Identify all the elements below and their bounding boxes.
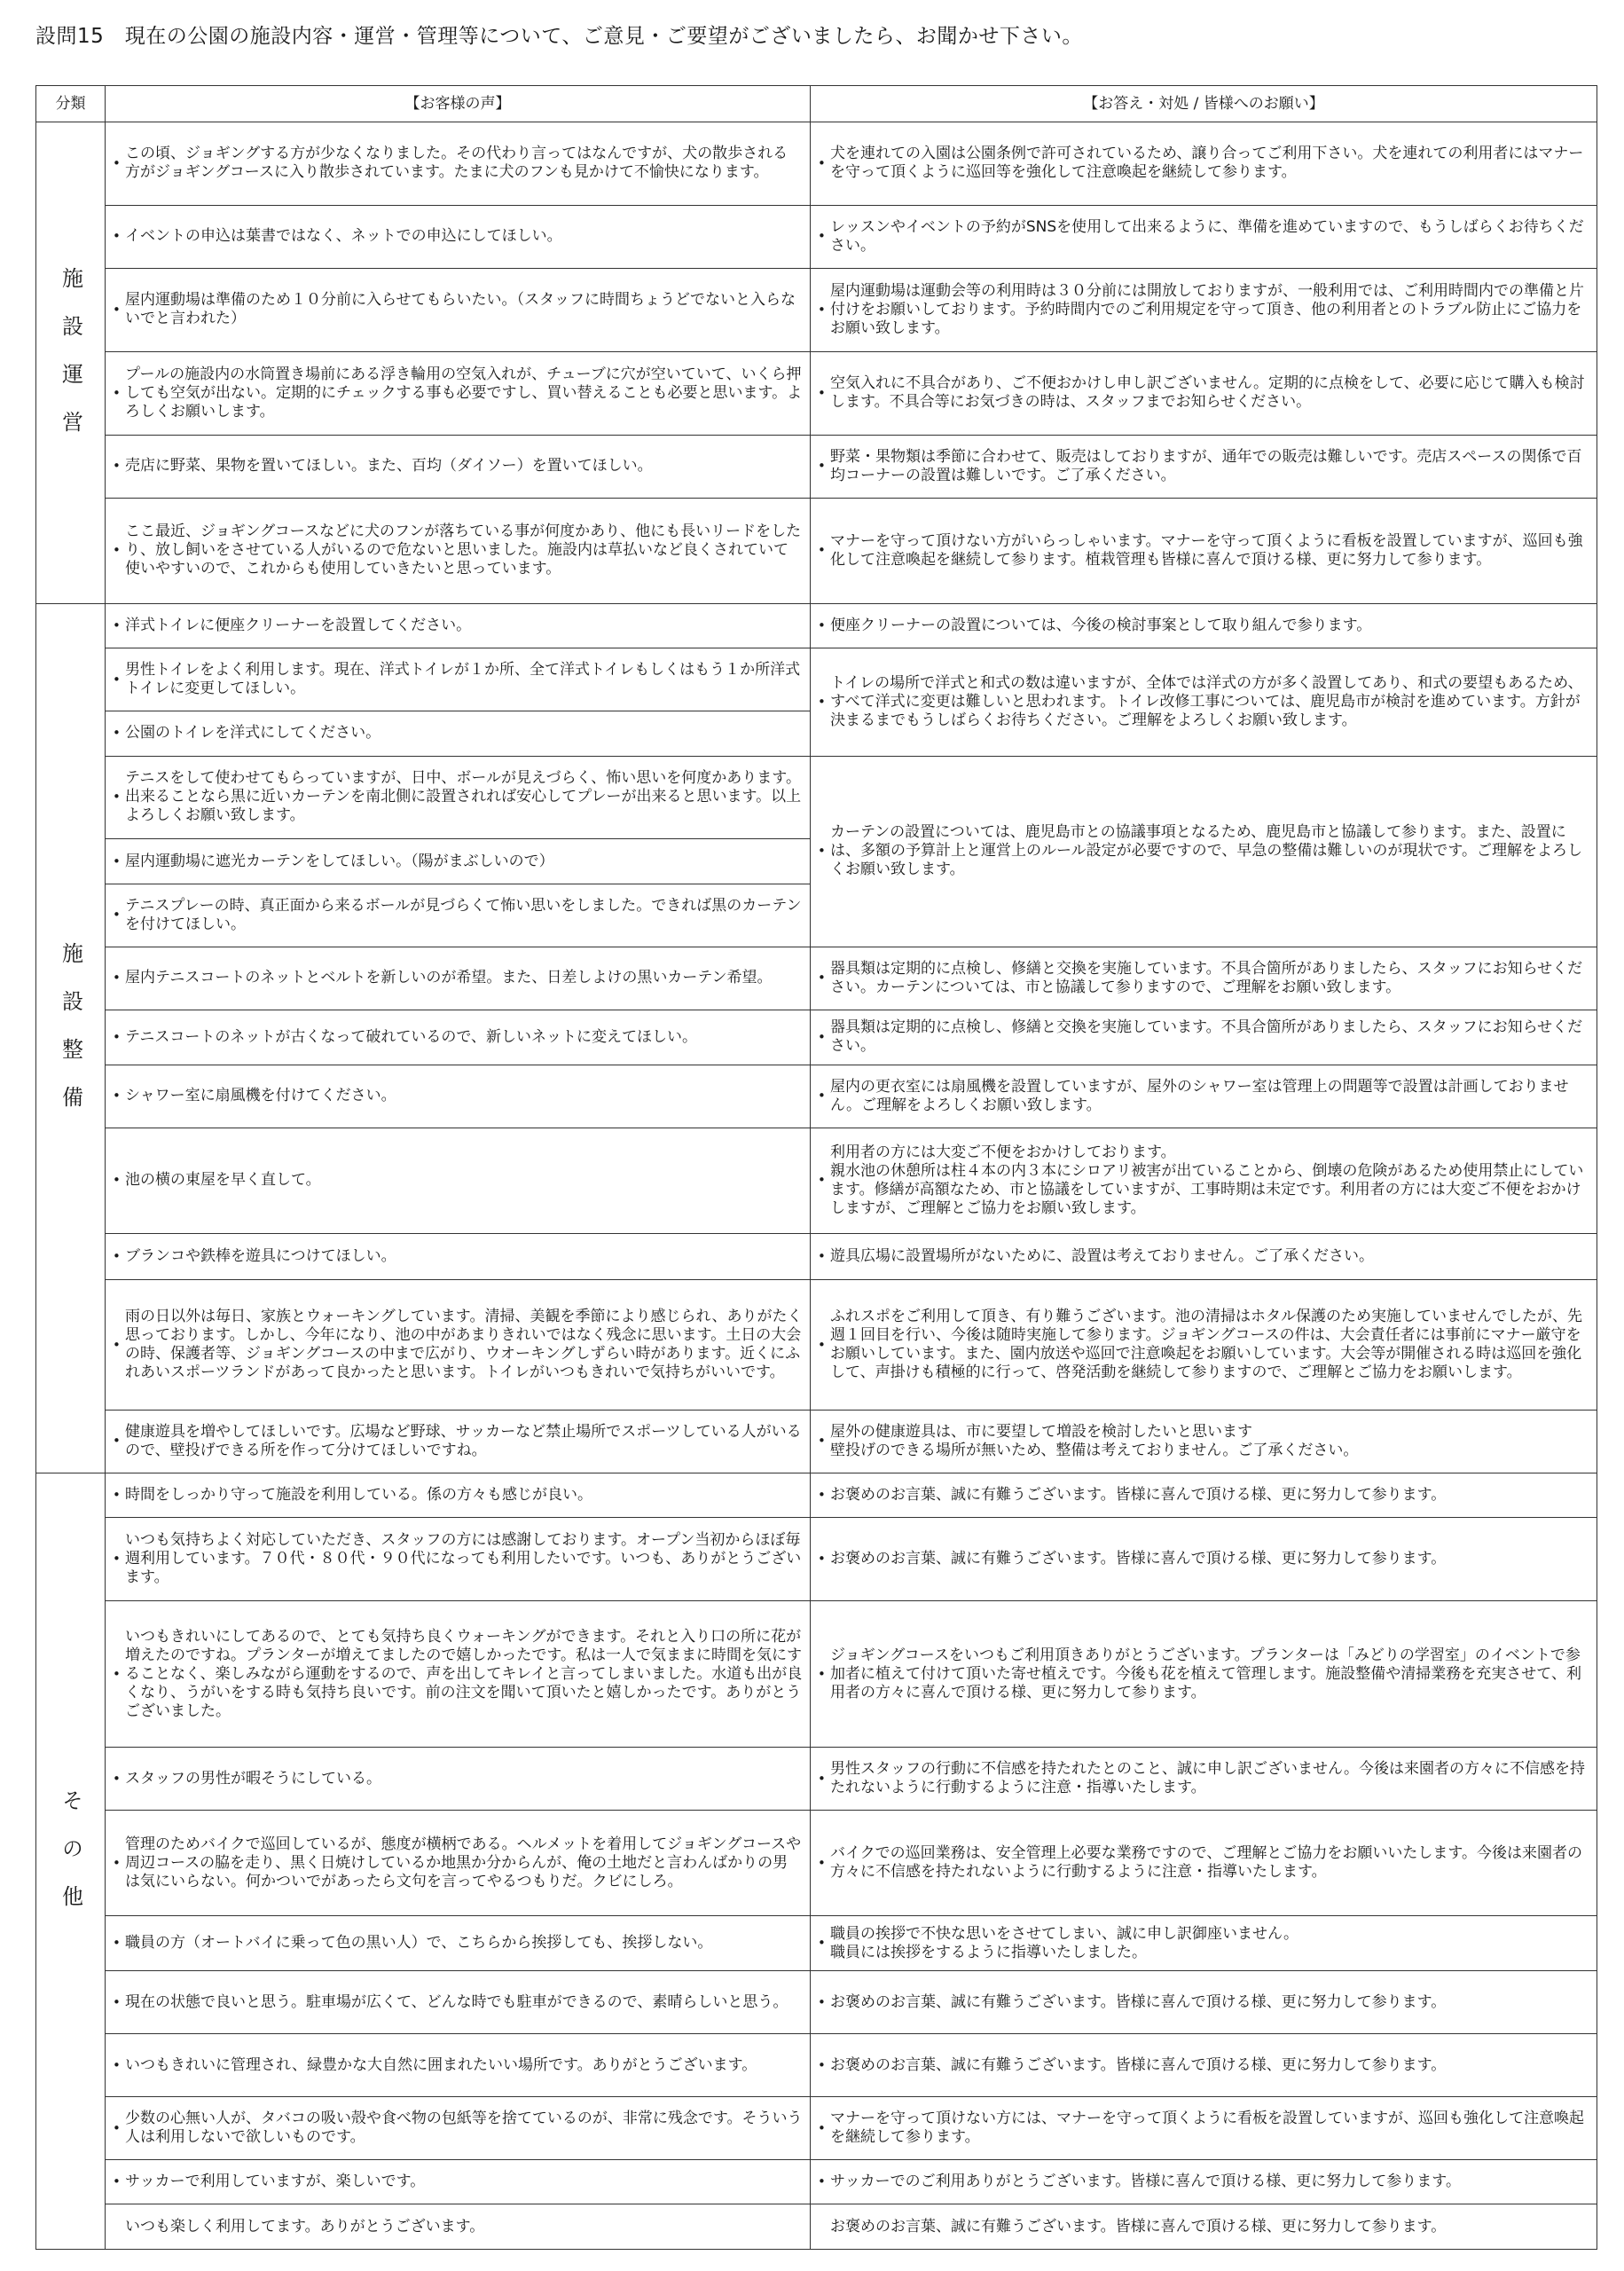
- response-text: サッカーでのご利用ありがとうございます。皆様に喜んで頂ける様、更に努力して参ります。: [830, 2173, 1461, 2191]
- customer-voice-cell: [106, 1128, 811, 1233]
- customer-voice-text: いつも気持ちよく対応していただき、スタッフの方には感謝しております。オープン当初からほぼ毎週利用しています。７０代・８０代・９０代になっても利用したいです。いつも、ありがとうございます。: [125, 1531, 802, 1587]
- bullet: •: [113, 228, 121, 245]
- bullet: •: [818, 1172, 826, 1189]
- bullet: •: [818, 693, 826, 710]
- table-row: [36, 498, 1597, 603]
- customer-voice-cell: [106, 498, 811, 603]
- response-text: 便座クリーナーの設置については、今後の検討事案として取り組んで参ります。: [830, 616, 1372, 634]
- bullet: •: [113, 2119, 121, 2136]
- bullet: •: [113, 1172, 121, 1189]
- table-row: [36, 1601, 1597, 1748]
- response-cell: [811, 648, 1597, 756]
- response-text: 職員の挨拶で不快な思いをさせてしまい、誠に申し訳御座いません。 職員には挨拶をするように指導いたしました。: [830, 1924, 1299, 1961]
- customer-voice-cell: [106, 435, 811, 498]
- customer-voice-cell: [106, 268, 811, 351]
- table-row: [36, 603, 1597, 648]
- bullet: •: [113, 1028, 121, 1045]
- customer-voice-cell: [106, 711, 811, 756]
- bullet: •: [113, 907, 121, 923]
- response-cell: [811, 603, 1597, 648]
- table-row: [36, 1916, 1597, 1971]
- response-text: トイレの場所で洋式と和式の数は違いますが、全体では洋式の方が多く設置してあり、和式の要望もあるため、すべて洋式に変更は難しいと思われます。トイレ改修工事については、鹿児島市が検討を進めています。方針が決まるまでもうしばらくお待ちください。ご理解をよろしくお願い致します。: [830, 673, 1583, 729]
- table-row: [36, 435, 1597, 498]
- customer-voice-cell: [106, 1601, 811, 1748]
- response-text: バイクでの巡回業務は、安全管理上必要な業務ですので、ご理解とご協力をお願いいたします。今後は来園者の方々に不信感を持たれないように行動するように注意・指導いたします。: [830, 1844, 1582, 1882]
- customer-voice-text: スタッフの男性が暇そうにしている。: [125, 1769, 381, 1788]
- customer-voice-cell: [106, 1233, 811, 1280]
- response-text: 屋外の健康遊具は、市に要望して増設を検討したいと思います 壁投げのできる場所が無いため、整備は考えておりません。ご了承ください。: [830, 1422, 1359, 1459]
- response-text: 男性スタッフの行動に不信感を持たれたとのこと、誠に申し訳ございません。今後は来園者の方々に不信感を持たれないように行動するように注意・指導いたします。: [830, 1760, 1586, 1797]
- response-text: 野菜・果物類は季節に合わせて、販売はしておりますが、通年での販売は難しいです。売店スペースの関係で百均コーナーの設置は難しいです。ご了承ください。: [830, 447, 1582, 484]
- bullet: •: [818, 228, 826, 245]
- response-text: お褒めのお言葉、誠に有難うございます。皆様に喜んで頂ける様、更に努力して参ります。: [830, 2055, 1447, 2074]
- table-row: [36, 2160, 1597, 2204]
- category-cell: [36, 122, 106, 604]
- category-cell: [36, 1473, 106, 2249]
- customer-voice-text: 雨の日以外は毎日、家族とウォーキングしています。清掃、美観を季節により感じられ、ありがたく思っております。しかし、今年になり、池の中があまりきれいではなく残念に思います。土日の大会の時、保護者等、ジョギングコースの中まで広がり、ウオーキングしずらい時があります。近くにふれあいスポーツランドがあって良かったと思います。トイレがいつもきれいで気持ちがいいです。: [125, 1308, 803, 1382]
- response-text: ふれスポをご利用して頂き、有り難うございます。池の清掃はホタル保護のため実施していませんでしたが、先週１回目を行い、今後は随時実施して参ります。ジョギングコースの件は、大会責任者には事前にマナー厳守をお願いしています。また、園内放送や巡回で注意喚起をお願いしています。大会等が開催される時は巡回を強化して、声掛けも積極的に行って、啓発活動を継続して参りますので、ご理解とご協力をお願いします。: [830, 1308, 1582, 1382]
- response-text: マナーを守って頂けない方がいらっしゃいます。マナーを守って頂くように看板を設置していますが、巡回も強化して注意喚起を継続して参ります。植栽管理も皆様に喜んで頂ける様、更に努力して参ります。: [830, 531, 1583, 569]
- response-cell: [811, 1811, 1597, 1916]
- table-row: [36, 947, 1597, 1010]
- customer-voice-cell: [106, 1518, 811, 1601]
- table-row: [36, 1971, 1597, 2034]
- customer-voice-cell: [106, 1010, 811, 1065]
- response-text: 空気入れに不具合があり、ご不便おかけし申し訳ございません。定期的に点検をして、必要に応じて購入も検討します。不具合等にお気づきの時は、スタッフまでお知らせください。: [830, 374, 1585, 412]
- customer-voice-text: 売店に野菜、果物を置いてほしい。また、百均（ダイソー）を置いてほしい。: [125, 457, 653, 475]
- bullet: •: [818, 2119, 826, 2136]
- bullet: •: [113, 617, 121, 633]
- response-cell: [811, 1473, 1597, 1517]
- customer-voice-text: いつも楽しく利用してます。ありがとうございます。: [125, 2217, 485, 2236]
- response-text: 利用者の方には大変ご不便をおかけしております。 親水池の休憩所は柱４本の内３本にシロアリ被害が出ていることから、倒壊の危険があるため使用禁止にしています。修繕が高額なため、市と協議をしていますが、工事時期は未定です。利用者の方には大変ご不便をおかけしますが、ご理解とご協力をお願い致します。: [830, 1143, 1584, 1217]
- customer-voice-text: 時間をしっかり守って施設を利用している。係の方々も感じが良い。: [125, 1486, 592, 1505]
- bullet: •: [113, 970, 121, 986]
- customer-voice-cell: [106, 2034, 811, 2097]
- response-text: マナーを守って頂けない方には、マナーを守って頂くように看板を設置していますが、巡回も強化して注意喚起を継続して参ります。: [830, 2110, 1584, 2147]
- customer-voice-cell: [106, 1916, 811, 1971]
- bullet: •: [818, 301, 826, 318]
- table-row: [36, 1010, 1597, 1065]
- response-cell: [811, 1518, 1597, 1601]
- customer-voice-cell: [106, 648, 811, 711]
- bullet: •: [113, 1665, 121, 1682]
- bullet: •: [818, 1551, 826, 1568]
- response-cell: [811, 435, 1597, 498]
- response-cell: [811, 268, 1597, 351]
- customer-voice-cell: [106, 2160, 811, 2204]
- customer-voice-text: テニスプレーの時、真正面から来るボールが見づらくて怖い思いをしました。できれば黒のカーテンを付けてほしい。: [125, 896, 802, 933]
- customer-voice-text: 屋内運動場は準備のため１０分前に入らせてもらいたい。（スタッフに時間ちょうどでないと入らないでと言われた）: [125, 291, 796, 328]
- header-customer-voice: 【お客様の声】: [106, 86, 811, 122]
- table-row: [36, 2034, 1597, 2097]
- bullet: •: [113, 789, 121, 805]
- bullet: •: [113, 1993, 121, 2010]
- bullet: •: [818, 1935, 826, 1952]
- table-row: [36, 1065, 1597, 1128]
- category-cell: [36, 603, 106, 1473]
- customer-voice-text: 洋式トイレに便座クリーナーを設置してください。: [125, 616, 472, 634]
- customer-voice-text: 屋内運動場に遮光カーテンをしてほしい。（陽がまぶしいので）: [125, 852, 554, 870]
- bullet: •: [818, 970, 826, 986]
- bullet: •: [818, 154, 826, 171]
- category-label: その他: [58, 1788, 83, 1933]
- response-cell: [811, 1010, 1597, 1065]
- bullet: •: [113, 154, 121, 171]
- bullet: •: [818, 542, 826, 559]
- response-cell: [811, 947, 1597, 1010]
- header-category: 分類: [36, 86, 106, 122]
- response-cell: [811, 1065, 1597, 1128]
- response-cell: [811, 1280, 1597, 1411]
- customer-voice-text: 少数の心無い人が、タバコの吸い殻や食べ物の包紙等を捨てているのが、非常に残念です。そういう人は利用しないで欲しいものです。: [125, 2110, 803, 2147]
- response-text: カーテンの設置については、鹿児島市との協議事項となるため、鹿児島市と協議して参ります。また、設置には、多額の予算計上と運営上のルール設定が必要ですので、早急の整備は難しいのが現状です。ご理解をよろしくお願い致します。: [830, 823, 1582, 879]
- table-row: [36, 351, 1597, 435]
- customer-voice-text: この頃、ジョギングする方が少なくなりました。その代わり言ってはなんですが、犬の散歩される方がジョギングコースに入り散歩されています。たまに犬のフンも見かけて不愉快になります。: [125, 145, 788, 182]
- response-cell: [811, 1410, 1597, 1473]
- response-cell: [811, 1233, 1597, 1280]
- table-row: [36, 1473, 1597, 1517]
- customer-voice-text: 健康遊具を増やしてほしいです。広場など野球、サッカーなど禁止場所でスポーツしている人がいるので、壁投げできる所を作って分けてほしいですね。: [125, 1422, 802, 1459]
- bullet: •: [818, 1665, 826, 1682]
- bullet: •: [818, 1248, 826, 1265]
- customer-voice-text: イベントの申込は葉書ではなく、ネットでの申込にしてほしい。: [125, 227, 562, 246]
- table-row: [36, 1280, 1597, 1411]
- customer-voice-cell: [106, 756, 811, 839]
- customer-voice-cell: [106, 2097, 811, 2160]
- response-cell: [811, 2097, 1597, 2160]
- customer-voice-cell: [106, 1748, 811, 1811]
- response-text: ジョギングコースをいつもご利用頂きありがとうございます。プランターは「みどりの学習室」のイベントで参加者に植えて付けて頂いた寄せ植えです。今後も花を植えて管理します。施設整備や清掃業務を充実させて、利用者の方々に喜んで頂ける様、更に努力して参ります。: [830, 1646, 1581, 1701]
- feedback-table: [35, 85, 1597, 2250]
- response-cell: [811, 351, 1597, 435]
- response-text: 器具類は定期的に点検し、修繕と交換を実施しています。不具合箇所がありましたら、スタッフにお知らせください。: [830, 1018, 1583, 1056]
- page-title: 設問15 現在の公園の施設内容・運営・管理等について、ご意見・ご要望がございましたら、お聞かせ下さい。: [35, 25, 1083, 48]
- response-cell: [811, 205, 1597, 268]
- bullet: •: [113, 2173, 121, 2190]
- bullet: •: [818, 384, 826, 401]
- bullet: •: [113, 1770, 121, 1787]
- table-row: [36, 1518, 1597, 1601]
- customer-voice-cell: [106, 1280, 811, 1411]
- response-text: 遊具広場に設置場所がないために、設置は考えておりません。ご了承ください。: [830, 1247, 1375, 1266]
- response-cell: [811, 2160, 1597, 2204]
- header-response: 【お答え・対処 / 皆様へのお願い】: [811, 86, 1597, 122]
- customer-voice-cell: [106, 205, 811, 268]
- customer-voice-text: 管理のためバイクで巡回しているが、態度が横柄である。ヘルメットを着用してジョギングコースや周辺コースの脇を走り、黒く日焼けしているか地黒か分からんが、俺の土地だと言わんばかりの男は気にいらない。何かついでがあったら文句を言ってやるつもりだ。クビにしろ。: [125, 1835, 802, 1890]
- customer-voice-cell: [106, 1473, 811, 1517]
- response-cell: [811, 2204, 1597, 2250]
- table-row: [36, 205, 1597, 268]
- bullet: •: [113, 1433, 121, 1450]
- category-label: 施設運営: [58, 266, 83, 459]
- table-row: [36, 2204, 1597, 2250]
- bullet: •: [113, 1487, 121, 1504]
- table-row: [36, 1233, 1597, 1280]
- response-text: お褒めのお言葉、誠に有難うございます。皆様に喜んで頂ける様、更に努力して参ります。: [830, 1486, 1447, 1505]
- response-text: お褒めのお言葉、誠に有難うございます。皆様に喜んで頂ける様、更に努力して参ります。: [830, 1550, 1447, 1568]
- bullet: •: [818, 458, 826, 475]
- response-cell: [811, 756, 1597, 947]
- customer-voice-text: ブランコや鉄棒を遊具につけてほしい。: [125, 1247, 396, 1266]
- response-cell: [811, 122, 1597, 206]
- customer-voice-text: 男性トイレをよく利用します。現在、洋式トイレが１か所、全て洋式トイレもしくはもう１か所洋式トイレに変更してほしい。: [125, 661, 801, 698]
- table-row: [36, 122, 1597, 206]
- customer-voice-text: シャワー室に扇風機を付けてください。: [125, 1087, 396, 1105]
- bullet: •: [113, 1854, 121, 1871]
- response-text: 屋内の更衣室には扇風機を設置していますが、屋外のシャワー室は管理上の問題等で設置は計画しておりません。ご理解をよろしくお願い致します。: [830, 1077, 1569, 1114]
- bullet: •: [818, 1993, 826, 2010]
- response-text: 屋内運動場は運動会等の利用時は３０分前には開放しておりますが、一般利用では、ご利用時間内での準備と片付けをお願いしております。予約時間内でのご利用規定を守って頂き、他の利用者とのトラブル防止にご協力をお願い致します。: [830, 281, 1584, 337]
- response-cell: [811, 2034, 1597, 2097]
- table-header-row: [36, 86, 1597, 122]
- table-row: [36, 1811, 1597, 1916]
- customer-voice-text: 屋内テニスコートのネットとベルトを新しいのが希望。また、日差しよけの黒いカーテン希望。: [125, 969, 773, 987]
- customer-voice-text: 池の横の東屋を早く直して。: [125, 1171, 321, 1190]
- bullet: •: [113, 2056, 121, 2073]
- customer-voice-text: ここ最近、ジョギングコースなどに犬のフンが落ちている事が何度かあり、他にも長いリードをしたり、放し飼いをさせている人がいるので危ないと思いました。施設内は草払いなど良くされていて使いやすいので、これからも使用していきたいと思っています。: [125, 523, 802, 578]
- bullet: •: [113, 1935, 121, 1952]
- customer-voice-cell: [106, 884, 811, 947]
- bullet: •: [113, 1551, 121, 1568]
- customer-voice-text: いつもきれいにしてあるので、とても気持ち良くウォーキングができます。それと入り口の所に花が増えたのですね。プランターが増えてましたので嬉しかったです。私は一人で気ままに時間を気にすることなく、楽しみながら運動をするので、声を出してキレイと言ってしまいました。水道も出が良くなり、うがいをする時も気持ち良いです。前の注文を聞いて頂いたと嬉しかったです。ありがとうございました。: [125, 1627, 803, 1720]
- bullet: •: [113, 542, 121, 559]
- bullet: •: [113, 301, 121, 318]
- bullet: •: [818, 617, 826, 633]
- response-text: 器具類は定期的に点検し、修繕と交換を実施しています。不具合箇所がありましたら、スタッフにお知らせください。カーテンについては、市と協議して参りますので、ご理解をお願い致します。: [830, 959, 1583, 996]
- category-label: 施設整備: [58, 942, 83, 1135]
- bullet: •: [113, 384, 121, 401]
- table-row: [36, 1748, 1597, 1811]
- customer-voice-cell: [106, 122, 811, 206]
- customer-voice-cell: [106, 351, 811, 435]
- customer-voice-text: 職員の方（オートバイに乗って色の黒い人）で、こちらから挨拶しても、挨拶しない。: [125, 1934, 713, 1953]
- customer-voice-cell: [106, 603, 811, 648]
- customer-voice-text: 公園のトイレを洋式にしてください。: [125, 724, 381, 743]
- table-row: [36, 648, 1597, 711]
- bullet: •: [113, 671, 121, 688]
- customer-voice-text: テニスをして使わせてもらっていますが、日中、ボールが見えづらく、怖い思いを何度かあります。出来ることなら黒に近いカーテンを南北側に設置されれば安心してプレーが出来ると思います。以上よろしくお願い致します。: [125, 769, 802, 825]
- bullet: •: [113, 1088, 121, 1104]
- bullet: •: [818, 1487, 826, 1504]
- customer-voice-cell: [106, 1971, 811, 2034]
- customer-voice-text: テニスコートのネットが古くなって破れているので、新しいネットに変えてほしい。: [125, 1027, 697, 1046]
- bullet: •: [113, 1336, 121, 1353]
- bullet: •: [818, 2173, 826, 2190]
- response-cell: [811, 1128, 1597, 1233]
- table-row: [36, 2097, 1597, 2160]
- customer-voice-text: プールの施設内の水筒置き場前にある浮き輪用の空気入れが、チューブに穴が空いていて、いくら押しても空気が出ない。定期的にチェックする事も必要ですし、買い替えることも必要と思います。よろしくお願いします。: [125, 365, 803, 420]
- table-row: [36, 1128, 1597, 1233]
- response-cell: [811, 1916, 1597, 1971]
- response-text: レッスンやイベントの予約がSNSを使用して出来るように、準備を進めていますので、もうしばらくお待ちください。: [830, 217, 1584, 255]
- table-row: [36, 268, 1597, 351]
- response-text: お褒めのお言葉、誠に有難うございます。皆様に喜んで頂ける様、更に努力して参ります。: [830, 1992, 1447, 2011]
- bullet: •: [818, 1088, 826, 1104]
- customer-voice-cell: [106, 1410, 811, 1473]
- bullet: •: [113, 725, 121, 742]
- bullet: •: [818, 843, 826, 860]
- bullet: •: [818, 1028, 826, 1045]
- bullet: •: [818, 1854, 826, 1871]
- response-cell: [811, 1971, 1597, 2034]
- bullet: •: [113, 458, 121, 475]
- customer-voice-cell: [106, 2204, 811, 2250]
- bullet: •: [113, 1248, 121, 1265]
- bullet: •: [113, 853, 121, 869]
- response-cell: [811, 1748, 1597, 1811]
- customer-voice-cell: [106, 1811, 811, 1916]
- bullet: •: [818, 2056, 826, 2073]
- customer-voice-text: いつもきれいに管理され、緑豊かな大自然に囲まれたいい場所です。ありがとうございます。: [125, 2055, 757, 2074]
- bullet: •: [818, 1336, 826, 1353]
- customer-voice-text: サッカーで利用していますが、楽しいです。: [125, 2173, 426, 2191]
- bullet: •: [818, 1770, 826, 1787]
- response-text: 犬を連れての入園は公園条例で許可されているため、譲り合ってご利用下さい。犬を連れての利用者にはマナーを守って頂くように巡回等を強化して注意喚起を継続して参ります。: [830, 145, 1584, 182]
- customer-voice-cell: [106, 1065, 811, 1128]
- table-row: [36, 1410, 1597, 1473]
- customer-voice-cell: [106, 839, 811, 884]
- table-row: [36, 756, 1597, 839]
- response-cell: [811, 498, 1597, 603]
- response-text: お褒めのお言葉、誠に有難うございます。皆様に喜んで頂ける様、更に努力して参ります。: [830, 2217, 1447, 2236]
- customer-voice-text: 現在の状態で良いと思う。駐車場が広くて、どんな時でも駐車ができるので、素晴らしいと思う。: [125, 1992, 788, 2011]
- customer-voice-cell: [106, 947, 811, 1010]
- response-cell: [811, 1601, 1597, 1748]
- bullet: •: [818, 1433, 826, 1450]
